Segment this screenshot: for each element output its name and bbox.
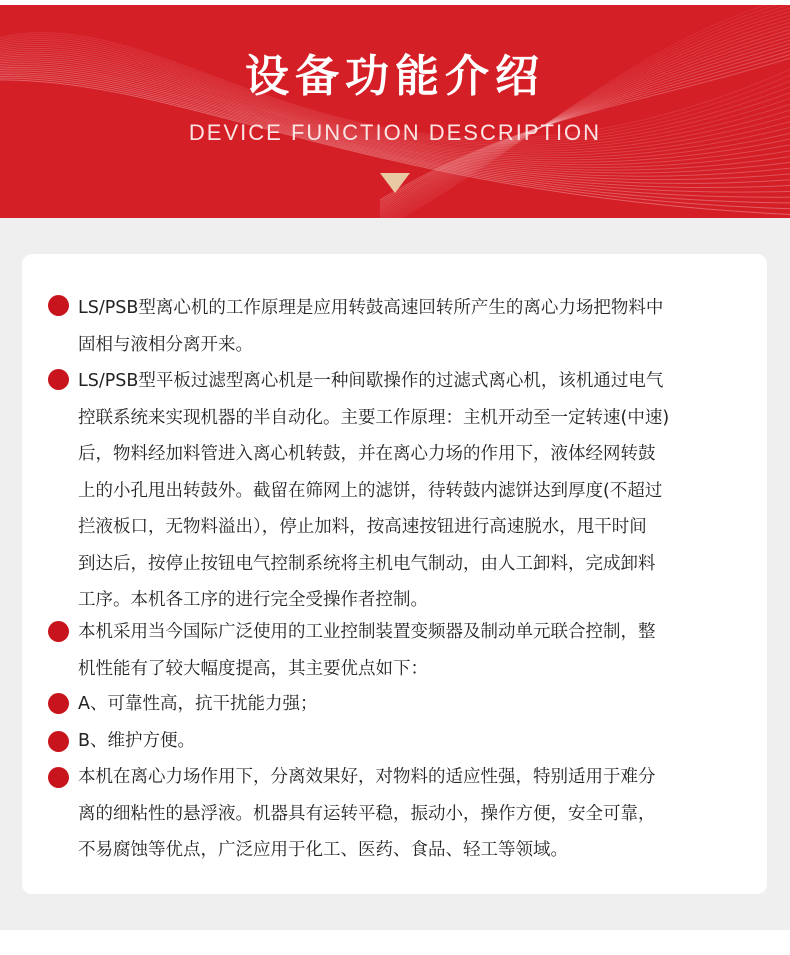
bullet-dot-icon — [48, 731, 69, 752]
list-item — [78, 363, 758, 619]
bullet-dot-icon — [48, 621, 69, 642]
item-text-line: 离的细粘性的悬浮液。机器具有运转平稳，振动小，操作方便，安全可靠， — [78, 803, 656, 824]
item-text-line: 到达后，按停止按钮电气控制系统将主机电气制动，由人工卸料，完成卸料 — [78, 553, 656, 574]
item-text-line: B、维护方便。 — [78, 731, 196, 751]
bullet-dot-icon — [48, 369, 69, 390]
list-item — [78, 759, 758, 869]
down-arrow-icon — [380, 173, 410, 193]
item-text-line: LS/PSB型平板过滤型离心机是一种间歇操作的过滤式离心机，该机通过电气 — [78, 371, 664, 391]
item-text-line: 固相与液相分离开来。 — [78, 334, 253, 355]
item-text-line: 不易腐蚀等优点，广泛应用于化工、医药、食品、轻工等领域。 — [78, 840, 568, 860]
bullet-dot-icon — [48, 693, 69, 714]
item-text-line: A、可靠性高，抗干扰能力强； — [78, 694, 318, 714]
page-subtitle: DEVICE FUNCTION DESCRIPTION — [188, 120, 602, 145]
list-item — [78, 686, 758, 723]
item-text-line: 拦液板口，无物料溢出），停止加料，按高速按钮进行高速脱水，甩干时间 — [78, 517, 647, 537]
bullet-dot-icon — [48, 767, 69, 788]
bullet-dot-icon — [48, 295, 69, 316]
header-banner — [0, 5, 790, 218]
item-text-line: LS/PSB型离心机的工作原理是应用转鼓高速回转所产生的离心力场把物料中 — [78, 298, 664, 318]
item-text-line: 本机采用当今国际广泛使用的工业控制装置变频器及制动单元联合控制，整 — [78, 622, 656, 642]
item-text-line: 后，物料经加料管进入离心机转鼓，并在离心力场的作用下，液体经网转鼓 — [78, 444, 656, 464]
item-text-line: 机性能有了较大幅度提高，其主要优点如下： — [78, 658, 428, 679]
list-item — [78, 290, 758, 363]
page-title: 设备功能介绍 — [245, 51, 545, 102]
item-text-line: 上的小孔甩出转鼓外。截留在筛网上的滤饼，待转鼓内滤饼达到厚度(不超过 — [78, 480, 663, 501]
list-item — [78, 723, 758, 760]
list-item — [78, 614, 758, 687]
item-text-line: 工序。本机各工序的进行完全受操作者控制。 — [78, 590, 428, 610]
item-text-line: 本机在离心力场作用下，分离效果好，对物料的适应性强，特别适用于难分 — [78, 767, 656, 787]
item-text-line: 控联系统来实现机器的半自动化。主要工作原理：主机开动至一定转速(中速) — [78, 407, 670, 428]
